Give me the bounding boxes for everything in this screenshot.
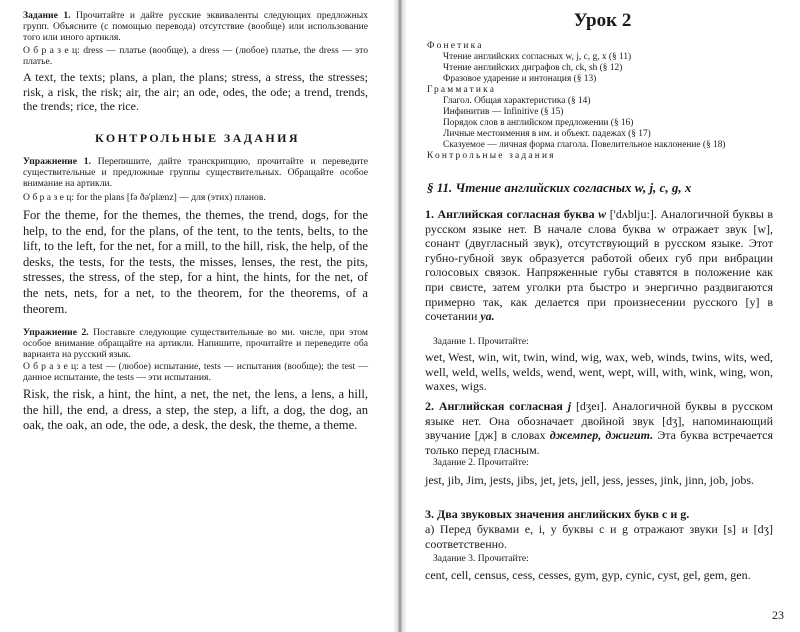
paragraph-c-g-heading: 3. Два звуковых значения английских букв c и g. [425, 507, 690, 521]
toc-item: Инфинитив — Infinitive (§ 15) [443, 107, 564, 117]
transcription-w: ['dʌblju:]. [609, 207, 657, 221]
exercise1-instructions [23, 156, 368, 190]
lesson-title: Урок 2 [573, 10, 632, 31]
task1-word-list: wet, West, win, wit, twin, wind, wig, wax, web, winds, twins, wits, wed, well, weld, wells, welds, wend, went, wept, will, with, wink, wing, won, waxes, wigs. [425, 350, 773, 394]
task3-word-list: cent, cell, census, cess, cesses, gym, gyp, cynic, cyst, gel, gem, gen. [425, 568, 751, 582]
exercise2-heading: Упражнение 2. [23, 327, 89, 338]
exercise1-sample [23, 192, 368, 203]
toc-phonetics-label: Фонетика [427, 41, 484, 51]
paragraph-j-examples: джемпер, джигит. [549, 428, 654, 443]
letter-j: j [567, 399, 572, 413]
letter-w: w [598, 207, 607, 221]
right-page [405, 0, 800, 632]
exercise1-text: Перепишите, дайте транскрипцию, прочитайте и переведите существительные и предложные группы существительных. Обращайте особое внимание на артикли. [23, 156, 368, 190]
exercise2-instructions [23, 327, 368, 361]
toc-item: Чтение английских диграфов ch, ck, sh (§ 12) [443, 63, 623, 73]
exercise2-word-list: Risk, the risk, a hint, the hint, a net, the net, the lens, a lens, a hill, the hill, the end, a dress, a step, the step, a lift, a dog, the dog, an oak, the oak, an ode, the ode, a desk, the desk, the theme, a theme. [23, 387, 368, 433]
paragraph-w-text: Аналогичной буквы в русском языке нет. В начале слова буква w отражает звук [w], сонант (двугласный звук), отсутствующий в русском языке. Этот губно-губной звук образуется работой обеих губ при вибрации голосовых связок. Напряженные губы ставятся в положение как при свисте, затем уголки рта быстро и энергично раздвигаются примерно так, как делается при произнесении русского [у] в сочетании [425, 207, 773, 324]
paragraph-j-text: Аналогичной буквы в русском языке нет. Она обозначает двойной звук [dʒ], напоминающий звучание [дж] в словах [425, 399, 774, 443]
exercise2-sample [23, 361, 368, 383]
exercise2-sample-text: a test — (любое) испытание, tests — испытания (вообще); the test — данное испытание, the tests — эти испытания. [23, 361, 368, 384]
toc-grammar-label: Грамматика [427, 85, 497, 95]
toc-item: Глагол. Общая характеристика (§ 14) [443, 96, 591, 106]
page-number: 23 [772, 608, 784, 622]
paragraph-w-end: уа. [480, 309, 495, 324]
toc-item: Чтение английских согласных w, j, c, g, x (§ 11) [443, 52, 632, 62]
paragraph-letter-w [425, 207, 773, 324]
task1-sample-text: dress — платье (вообще), a dress — (любое) платье, the dress — это платье. [23, 45, 368, 68]
paragraph-letter-j [425, 399, 773, 457]
toc-item: Фразовое ударение и интонация (§ 13) [443, 74, 597, 84]
control-tasks-title: КОНТРОЛЬНЫЕ ЗАДАНИЯ [95, 131, 300, 145]
task1-instructions [23, 10, 368, 44]
paragraph-w-heading: 1. Английская согласная буква [425, 207, 595, 221]
transcription-j: [dʒeɪ]. [575, 399, 607, 413]
task2-label: Задание 2. Прочитайте: [433, 457, 529, 468]
task1-text: Прочитайте и дайте русские эквиваленты следующих предложных групп. Объясните (с помощью перевода) отсутствие (вообще) или использование того или иного артикля. [23, 10, 368, 44]
paragraph-c-g-text: а) Перед буквами e, i, y буквы c и g отражают звуки [s] и [dʒ] соответственно. [425, 522, 773, 551]
task1-sample-label: О б р а з е ц: [23, 45, 80, 56]
task1-sample [23, 45, 368, 67]
task1-word-list: A text, the texts; plans, a plan, the plans; stress, a stress, the stresses; risk, a risk, the risk; air, the air; an ode, odes, the ode; a trend, trends, the trends; rice, the rice. [23, 70, 368, 114]
exercise2-sample-label: О б р а з е ц: [23, 361, 79, 372]
paragraph-j-end: Эта буква встречается только перед гласным. [425, 428, 774, 457]
exercise2-text: Поставьте следующие существительные во мн. числе, при этом особое внимание обращайте на артикли. Напишите, прочитайте и переведите оба варианта на русский язык. [23, 327, 368, 361]
task1-label: Задание 1. Прочитайте: [433, 336, 529, 347]
task2-word-list: jest, jib, Jim, jests, jibs, jet, jets, jell, jess, jesses, jink, jinn, job, jobs. [425, 473, 754, 487]
section-11-title: § 11. Чтение английских согласных w, j, c, g, x [427, 180, 692, 195]
toc-control-label: Контрольные задания [427, 151, 556, 161]
exercise1-sample-label: О б р а з е ц: [23, 192, 75, 203]
exercise1-word-list: For the theme, for the themes, the themes, the trend, dogs, for the help, to the end, for the plans, of the tent, to the tents, belts, to the lift, to the left, for the net, for a mill, to the hill, risk, the help, of the desks, the tests, for the tests, the misses, lenses, the rest, the pits, stresses, the stress, of the step, for a hint, the hints, for the net, of the nets, nets, for a net, to the theorem, for the theorems, of a theorem. [23, 208, 368, 316]
task3-label: Задание 3. Прочитайте: [433, 553, 529, 564]
left-page [0, 0, 395, 632]
toc-item: Сказуемое — личная форма глагола. Повелительное наклонение (§ 18) [443, 140, 726, 150]
task1-heading: Задание 1. [23, 10, 71, 21]
exercise1-heading: Упражнение 1. [23, 156, 91, 167]
toc-item: Порядок слов в английском предложении (§ 16) [443, 118, 634, 128]
toc-item: Личные местоимения в им. и объект. падежах (§ 17) [443, 129, 651, 139]
exercise1-sample-text: for the plans [fə ðə'plænz] — для (этих) планов. [76, 192, 266, 203]
paragraph-j-heading: 2. Английская согласная [425, 399, 563, 413]
